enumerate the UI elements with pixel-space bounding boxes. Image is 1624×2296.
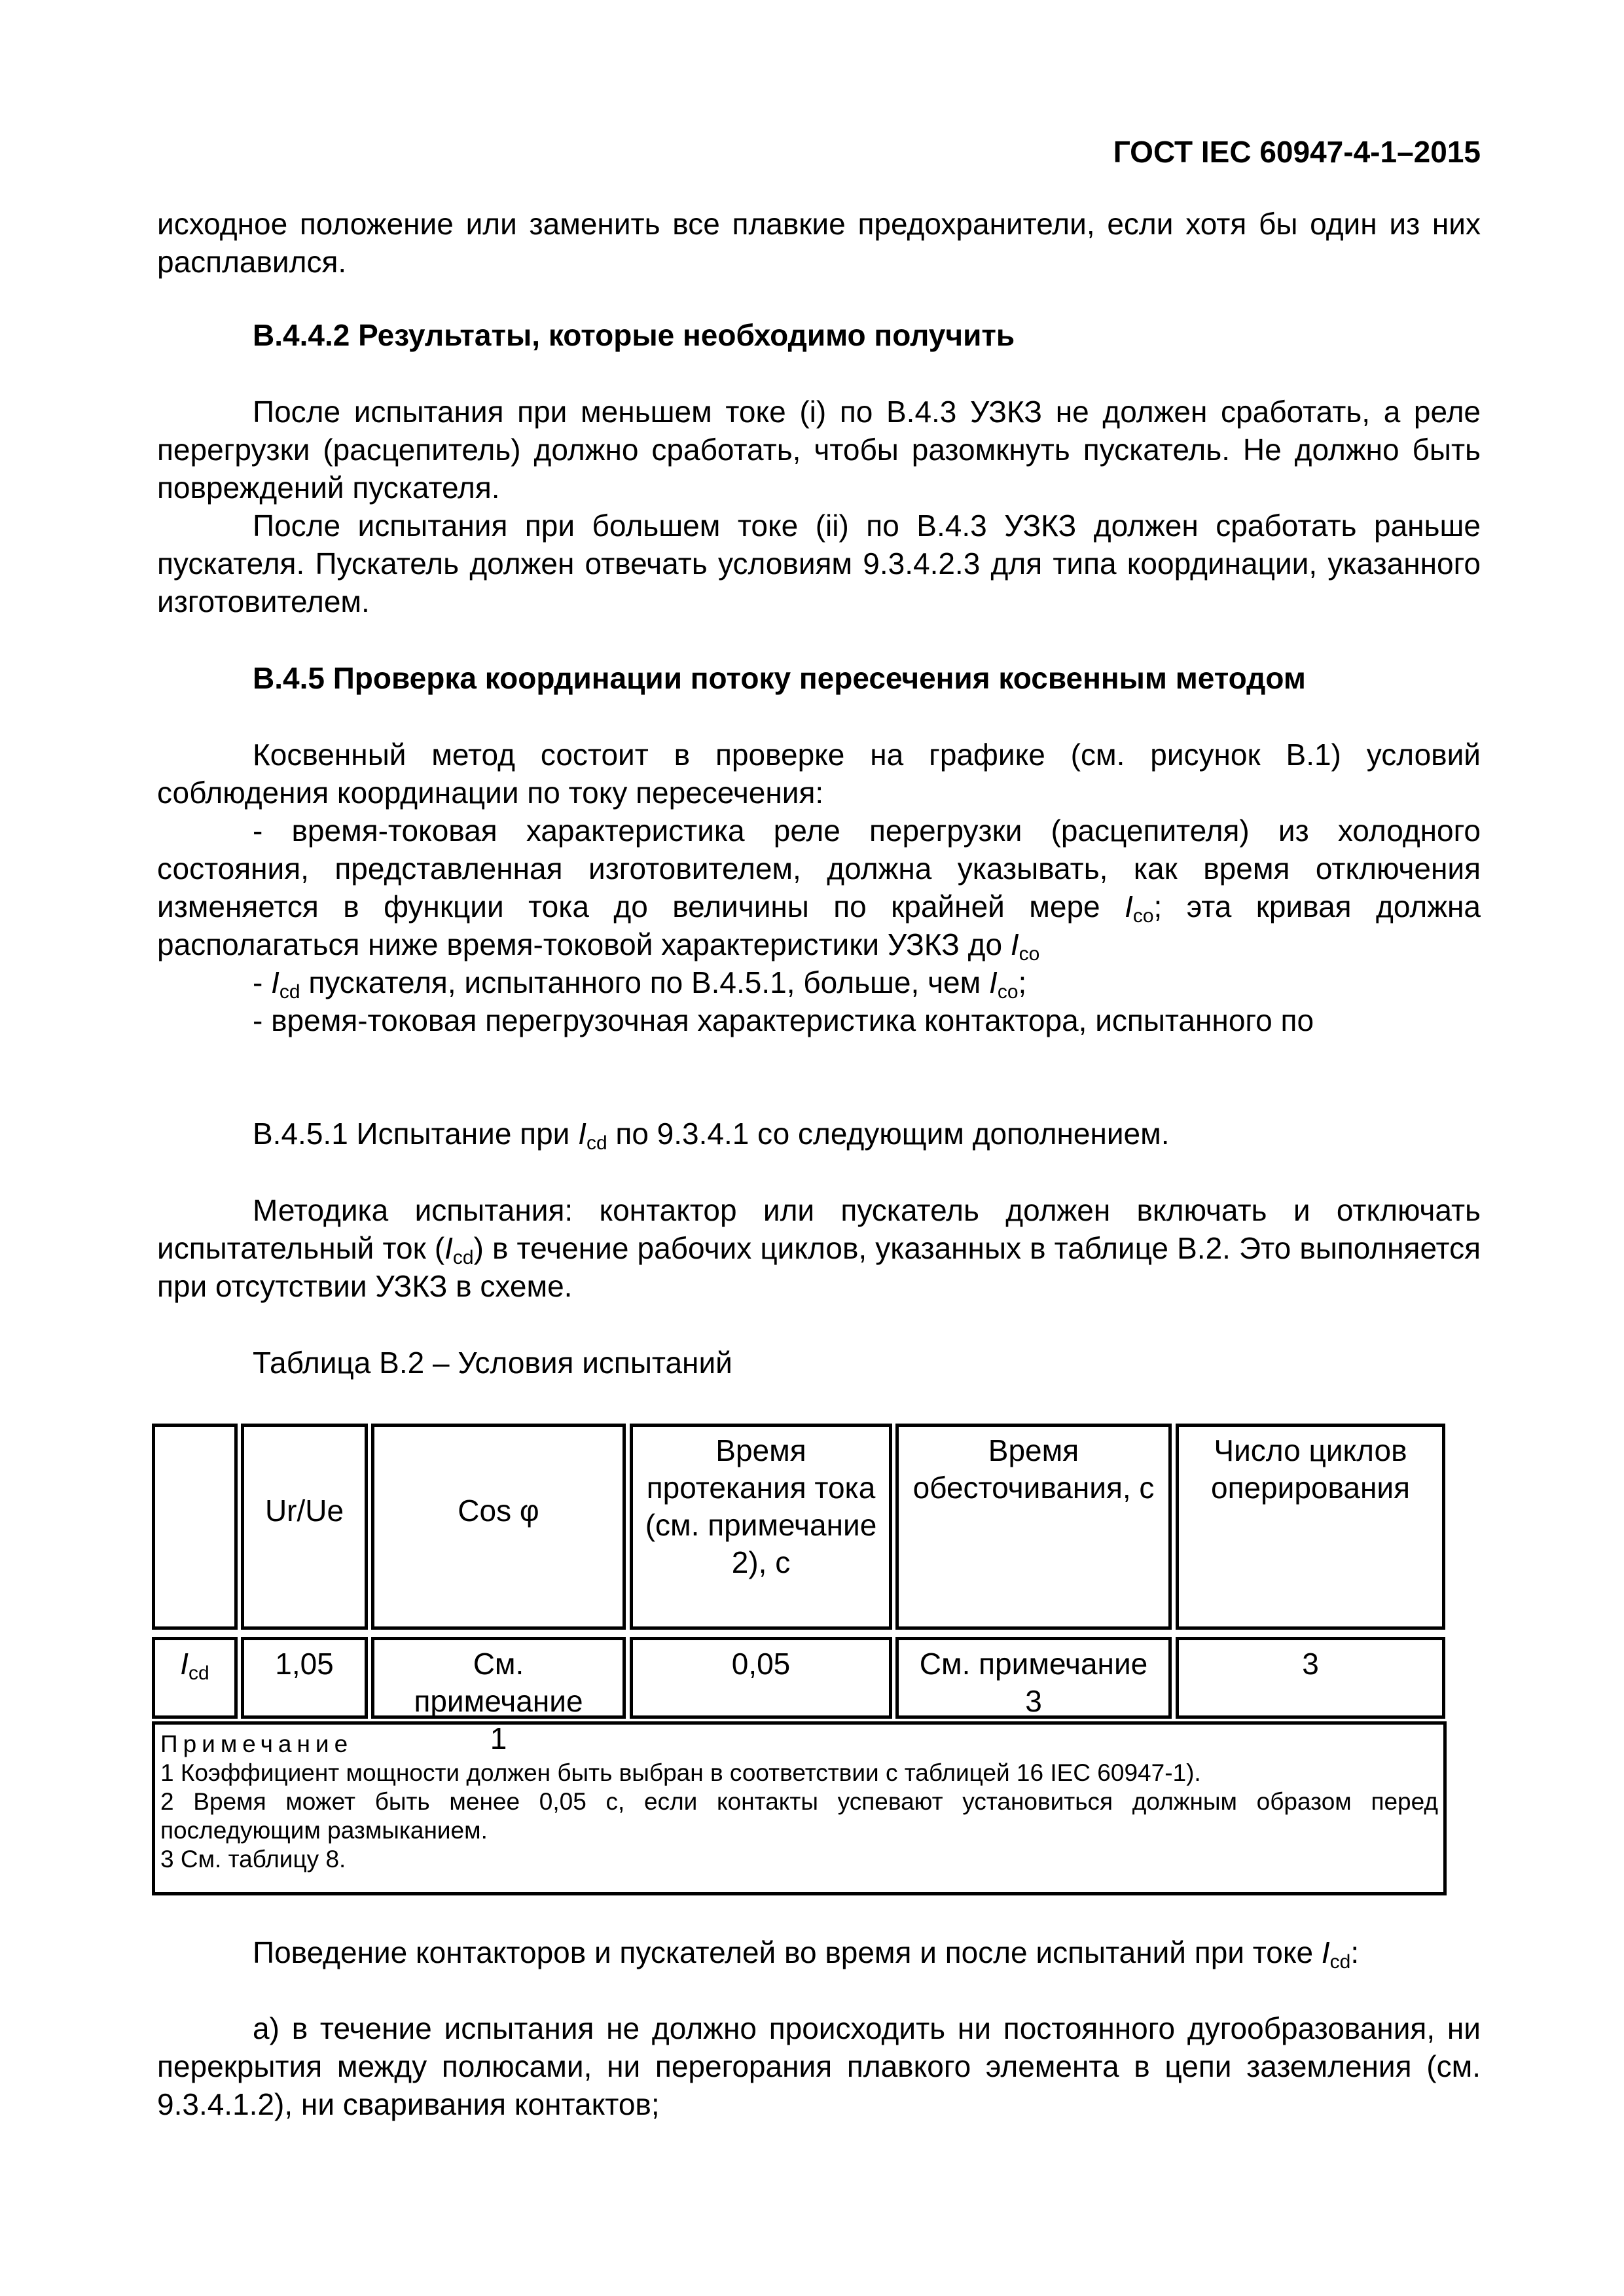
table-cell-ur-ue: 1,05 (241, 1637, 368, 1719)
note-1: 1 Коэффициент мощности должен быть выбран в соответствии с таблицей 16 IEC 60947-1). (160, 1759, 1201, 1786)
table-cell-cycles: 3 (1176, 1637, 1445, 1719)
subscript-co: co (997, 981, 1019, 1003)
subscript-cd: cd (1329, 1951, 1351, 1973)
behavior-intro-text: Поведение контакторов и пускателей во время и после испытаний при токе (253, 1935, 1322, 1969)
b45-bullet-2-text: пускателя, испытанного по B.4.5.1, больше, чем (300, 965, 990, 999)
behavior-item-a-text: а) в течение испытания не должно происходить ни постоянного дугообразования, ни перекрытия между полюсами, ни перегорания плавкого элемента в цепи заземления (см. 9.3.4.1.2), ни сваривания контактов; (157, 2011, 1481, 2121)
table-header-cell-empty (152, 1424, 238, 1630)
bullet-dash: - (253, 965, 272, 999)
symbol-i: I (444, 1231, 453, 1265)
b442-paragraph-1: После испытания при меньшем токе (i) по B.4.3 УЗКЗ не должен сработать, а реле перегрузки (расцепитель) должно сработать, чтобы разомкнуть пускатель. Не должно быть повреждений пускателя. (157, 395, 1481, 505)
table-header-ur-ue: Ur/Ue (241, 1424, 368, 1630)
intro-paragraph (157, 205, 1481, 281)
b451-method-paragraph (157, 1191, 1481, 1305)
table-cell-cos-phi: См. примечание 1 (371, 1637, 626, 1719)
behavior-intro-colon: : (1350, 1935, 1360, 1969)
subscript-cd: cd (586, 1132, 607, 1154)
b442-paragraph-2: После испытания при большем токе (ii) по B.4.3 УЗКЗ должен сработать раньше пускателя. Пускатель должен отвечать условиям 9.3.4.2.3 для типа координации, указанного изготовителем. (157, 509, 1481, 619)
note-3: 3 См. таблицу 8. (160, 1846, 346, 1873)
table-cell-current-time: 0,05 (630, 1637, 892, 1719)
symbol-i: I (271, 965, 280, 999)
table-notes (152, 1721, 1447, 1895)
section-heading-b45: B.4.5 Проверка координации потоку пересечения косвенным методом (253, 661, 1306, 695)
b45-bullet-2 (157, 963, 1481, 1001)
symbol-i: I (180, 1647, 189, 1681)
table-header-current-time: Время протекания тока (см. примечание 2), с (630, 1424, 892, 1630)
subscript-co: co (1019, 943, 1040, 965)
section-heading-b442: B.4.4.2 Результаты, которые необходимо получить (253, 318, 1015, 352)
table-header-deenergized-time: Время обесточивания, с (895, 1424, 1172, 1630)
section-b45-body (157, 736, 1481, 1039)
method-text-b: ) в течение рабочих циклов, указанных в таблице B.2. Это выполняется при отсутствии УЗКЗ в схеме. (157, 1231, 1481, 1303)
behavior-item-a (157, 2009, 1481, 2123)
behavior-intro (157, 1933, 1481, 1971)
subscript-co: co (1132, 905, 1154, 927)
note-2: 2 Время может быть менее 0,05 с, если контакты успевают установиться должным образом перед последующим размыканием. (160, 1788, 1438, 1844)
b45-paragraph-1: Косвенный метод состоит в проверке на графике (см. рисунок B.1) условий соблюдения координации по току пересечения: (157, 738, 1481, 810)
notes-title: Примечание (160, 1731, 353, 1757)
subscript-cd: cd (189, 1662, 209, 1684)
subscript-cd: cd (452, 1247, 474, 1268)
table-row-label-icd (152, 1637, 238, 1719)
table-cell-deenergized-time: См. примечание 3 (895, 1637, 1172, 1719)
bullet-end-punct: ; (1018, 965, 1027, 999)
subscript-cd: cd (279, 981, 300, 1003)
b451-method-text (157, 1191, 1481, 1305)
document-id-header: ГОСТ IEC 60947-4-1–2015 (1113, 135, 1481, 169)
intro-text: исходное положение или заменить все плавкие предохранители, если хотя бы один из них расплавился. (157, 207, 1481, 279)
symbol-i: I (1010, 927, 1019, 961)
symbol-i: I (1125, 889, 1133, 924)
symbol-i: I (989, 965, 998, 999)
section-heading-b451 (157, 1115, 1481, 1153)
b451-title-a: B.4.5.1 Испытание при (253, 1117, 579, 1151)
b45-bullet-1-text-b: ; эта кривая должна располагаться ниже время-токовой характеристики УЗКЗ до (157, 889, 1481, 961)
table-header-cos-phi: Cos φ (371, 1424, 626, 1630)
b45-bullet-1 (157, 812, 1481, 963)
method-text-a: Методика испытания: контактор или пускатель должен включать и отключать испытательный ток ( (157, 1193, 1481, 1265)
b45-bullet-3: - время-токовая перегрузочная характеристика контактора, испытанного по (253, 1003, 1314, 1037)
table-header-cycles: Число циклов оперирования (1176, 1424, 1445, 1630)
symbol-i: I (1321, 1935, 1330, 1969)
section-b442-body (157, 393, 1481, 620)
table-caption: Таблица B.2 – Условия испытаний (253, 1346, 732, 1380)
b451-title-b: по 9.3.4.1 со следующим дополнением. (607, 1117, 1170, 1151)
b45-bullet-1-text-a: - время-токовая характеристика реле перегрузки (расцепителя) из холодного состояния, представленная изготовителем, должна указывать, как время отключения изменяется в функции тока до величины по крайней мере (157, 814, 1481, 924)
symbol-i: I (578, 1117, 586, 1151)
